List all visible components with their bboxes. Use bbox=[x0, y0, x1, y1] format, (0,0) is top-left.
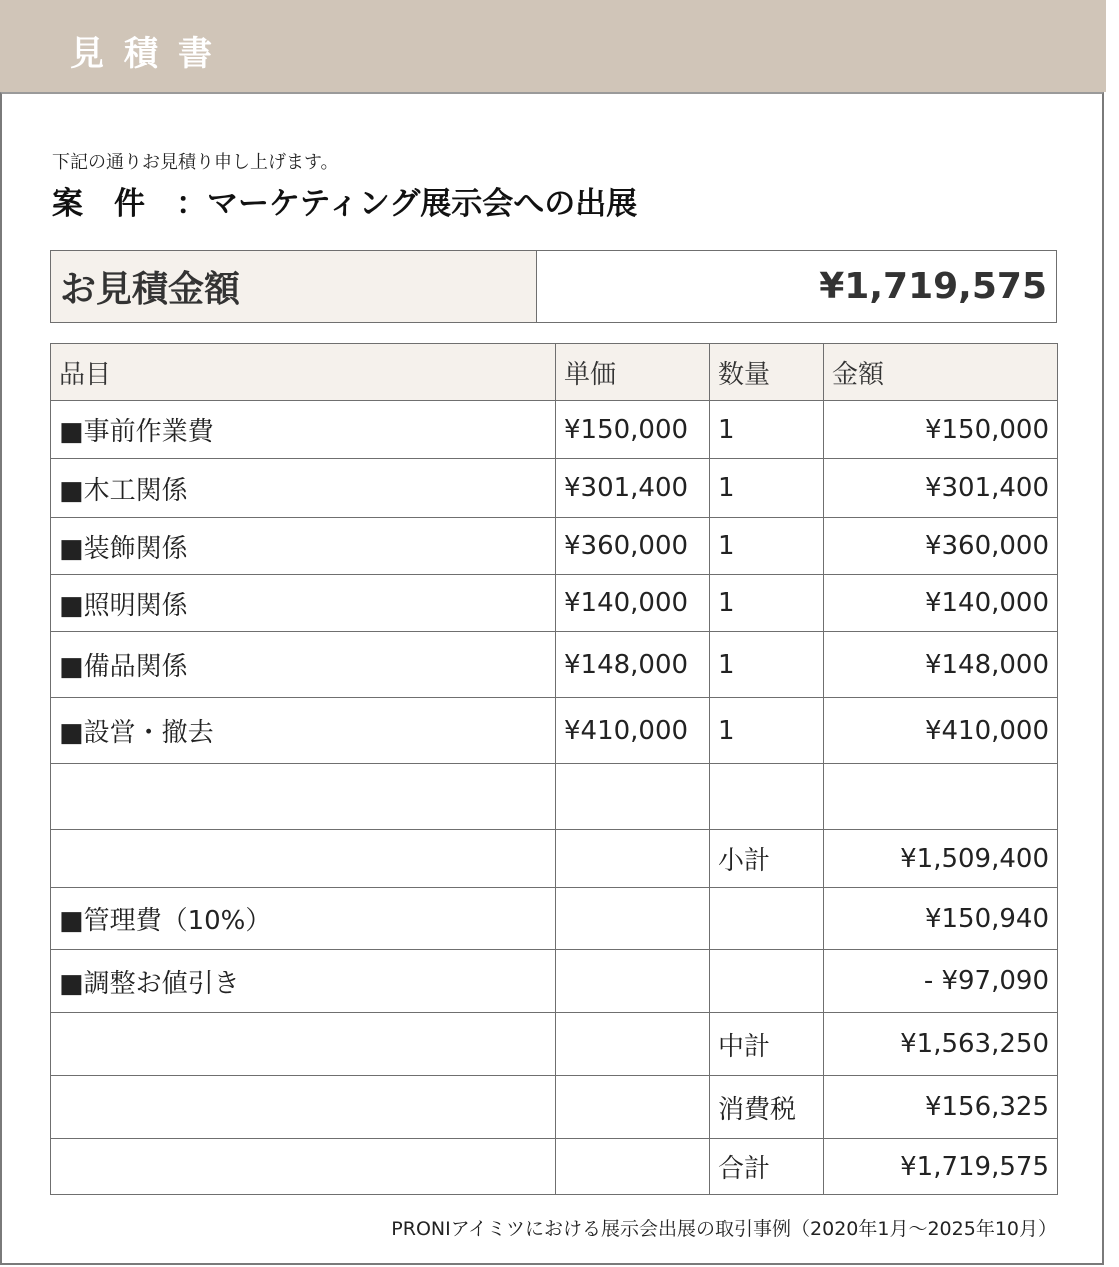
cell-item: ■設営・撤去 bbox=[51, 698, 556, 764]
cell-amount: ¥150,000 bbox=[824, 401, 1058, 459]
estimate-total-box bbox=[50, 250, 1057, 323]
cell-item: ■事前作業費 bbox=[51, 401, 556, 459]
footnote: PRONIアイミツにおける展示会出展の取引事例（2020年1月〜2025年10月） bbox=[391, 1218, 1057, 1240]
table-row bbox=[51, 632, 1058, 698]
cell-item bbox=[51, 1076, 556, 1139]
cell-amount: ¥1,563,250 bbox=[824, 1013, 1058, 1076]
estimate-table bbox=[50, 343, 1058, 1195]
cell-unit-price: ¥140,000 bbox=[556, 575, 710, 632]
cell-item bbox=[51, 764, 556, 830]
cell-unit-price bbox=[556, 764, 710, 830]
cell-unit-price bbox=[556, 950, 710, 1013]
cell-amount: ¥1,719,575 bbox=[824, 1139, 1058, 1195]
cell-item bbox=[51, 1013, 556, 1076]
cell-item: ■調整お値引き bbox=[51, 950, 556, 1013]
cell-unit-price: ¥410,000 bbox=[556, 698, 710, 764]
cell-item: ■装飾関係 bbox=[51, 518, 556, 575]
cell-quantity: 合計 bbox=[710, 1139, 824, 1195]
cell-amount bbox=[824, 764, 1058, 830]
cell-quantity: 1 bbox=[710, 459, 824, 518]
cell-quantity: 1 bbox=[710, 698, 824, 764]
cell-unit-price: ¥360,000 bbox=[556, 518, 710, 575]
cell-item bbox=[51, 830, 556, 888]
header-quantity: 数量 bbox=[710, 344, 824, 401]
table-row bbox=[51, 888, 1058, 950]
cell-amount: ¥301,400 bbox=[824, 459, 1058, 518]
cell-quantity bbox=[710, 888, 824, 950]
table-header-row bbox=[51, 344, 1058, 401]
estimate-total-label: お見積金額 bbox=[51, 251, 537, 322]
subject-line: 案 件 ：マーケティング展示会への出展 bbox=[52, 186, 638, 222]
cell-unit-price bbox=[556, 1139, 710, 1195]
header-item: 品目 bbox=[51, 344, 556, 401]
document-title: 見積書 bbox=[70, 34, 232, 74]
table-row bbox=[51, 950, 1058, 1013]
cell-amount: ¥140,000 bbox=[824, 575, 1058, 632]
header-amount: 金額 bbox=[824, 344, 1058, 401]
cell-quantity bbox=[710, 764, 824, 830]
cell-quantity: 1 bbox=[710, 518, 824, 575]
cell-item: ■備品関係 bbox=[51, 632, 556, 698]
cell-quantity bbox=[710, 950, 824, 1013]
cell-item: ■照明関係 bbox=[51, 575, 556, 632]
table-row bbox=[51, 1076, 1058, 1139]
cell-unit-price: ¥301,400 bbox=[556, 459, 710, 518]
table-row bbox=[51, 401, 1058, 459]
table-row bbox=[51, 764, 1058, 830]
cell-amount: ¥156,325 bbox=[824, 1076, 1058, 1139]
cell-unit-price bbox=[556, 1013, 710, 1076]
cell-item bbox=[51, 1139, 556, 1195]
cell-quantity: 1 bbox=[710, 401, 824, 459]
cell-unit-price bbox=[556, 1076, 710, 1139]
cell-quantity: 1 bbox=[710, 632, 824, 698]
cell-amount: ¥410,000 bbox=[824, 698, 1058, 764]
cell-quantity: 1 bbox=[710, 575, 824, 632]
cell-quantity: 消費税 bbox=[710, 1076, 824, 1139]
cell-quantity: 中計 bbox=[710, 1013, 824, 1076]
cell-item: ■木工関係 bbox=[51, 459, 556, 518]
intro-text: 下記の通りお見積り申し上げます。 bbox=[52, 152, 339, 173]
header-unit-price: 単価 bbox=[556, 344, 710, 401]
cell-unit-price bbox=[556, 830, 710, 888]
cell-amount: ¥150,940 bbox=[824, 888, 1058, 950]
estimate-total-value: ¥1,719,575 bbox=[819, 266, 1047, 307]
table-row bbox=[51, 698, 1058, 764]
cell-item: ■管理費（10%） bbox=[51, 888, 556, 950]
table-row bbox=[51, 518, 1058, 575]
cell-amount: ¥1,509,400 bbox=[824, 830, 1058, 888]
table-row bbox=[51, 1013, 1058, 1076]
cell-unit-price bbox=[556, 888, 710, 950]
cell-amount: - ¥97,090 bbox=[824, 950, 1058, 1013]
cell-unit-price: ¥150,000 bbox=[556, 401, 710, 459]
table-row bbox=[51, 830, 1058, 888]
cell-amount: ¥360,000 bbox=[824, 518, 1058, 575]
table-row bbox=[51, 575, 1058, 632]
cell-unit-price: ¥148,000 bbox=[556, 632, 710, 698]
table-row bbox=[51, 1139, 1058, 1195]
cell-amount: ¥148,000 bbox=[824, 632, 1058, 698]
table-row bbox=[51, 459, 1058, 518]
header-band bbox=[0, 0, 1106, 92]
cell-quantity: 小計 bbox=[710, 830, 824, 888]
